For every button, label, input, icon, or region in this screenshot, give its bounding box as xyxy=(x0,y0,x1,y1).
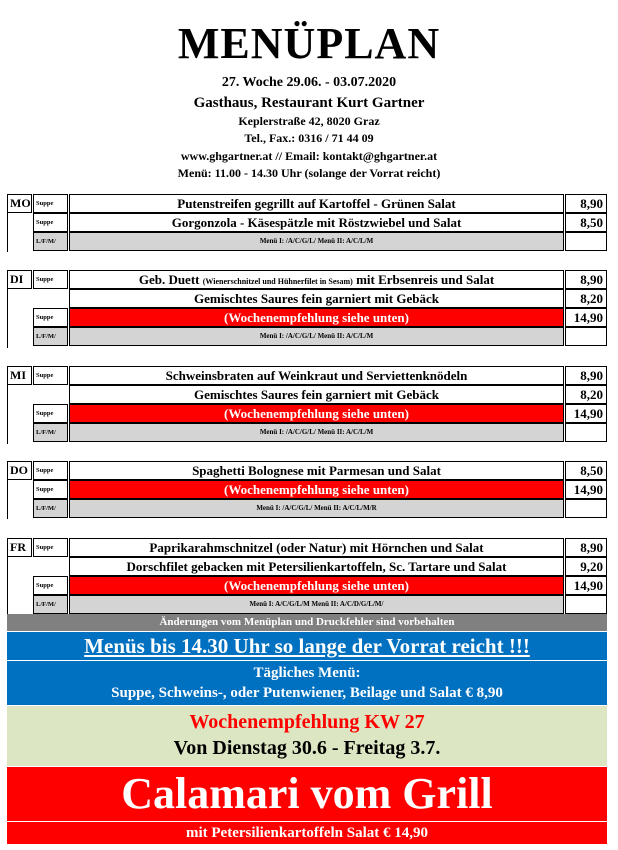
dish-price: 8,20 xyxy=(565,385,607,404)
allergen-info: Menü I: A/C/G/L/M Menü II: A/C/D/G/L/M/ xyxy=(69,595,564,614)
item-tag: Suppe xyxy=(33,461,68,480)
allergen-row xyxy=(7,423,607,442)
dish-price: 8,50 xyxy=(565,461,607,480)
menu-row xyxy=(7,270,607,289)
empty-price xyxy=(565,423,607,442)
menu-row xyxy=(7,194,607,213)
day-label: FR xyxy=(7,538,32,557)
page-title: MENÜPLAN xyxy=(177,19,441,68)
item-tag: Suppe xyxy=(33,404,68,423)
dish-price: 8,90 xyxy=(565,194,607,213)
menu-row xyxy=(7,480,607,499)
dish-price: 14,90 xyxy=(565,480,607,499)
dish-name: Paprikarahmschnitzel (oder Natur) mit Hörnchen und Salat xyxy=(69,538,564,557)
empty-price xyxy=(565,499,607,518)
web-email: www.ghgartner.at // Email: kontakt@ghgartner.at xyxy=(180,149,438,163)
dish-price: 8,90 xyxy=(565,366,607,385)
dish-name: Gemischtes Saures fein garniert mit Gebäck xyxy=(69,289,564,308)
address: Keplerstraße 42, 8020 Graz xyxy=(238,114,380,128)
dish-name: Dorschfilet gebacken mit Petersilienkartoffeln, Sc. Tartare und Salat xyxy=(69,557,564,576)
empty-price xyxy=(565,595,607,614)
allergen-row xyxy=(7,595,607,614)
dish-name: Gemischtes Saures fein garniert mit Gebäck xyxy=(69,385,564,404)
dish-price: 8,90 xyxy=(565,270,607,289)
item-tag: Suppe xyxy=(33,270,68,289)
item-tag: Suppe xyxy=(33,308,68,327)
day-block-wednesday xyxy=(7,366,607,442)
daily-menu-text: Suppe, Schweins-, oder Putenwiener, Beilage und Salat € 8,90 xyxy=(111,685,503,701)
allergen-tag: L/F/M/ xyxy=(33,232,68,251)
day-block-friday xyxy=(7,538,607,614)
allergen-row xyxy=(7,232,607,251)
day-label: DI xyxy=(7,270,32,289)
menu-row xyxy=(7,289,607,308)
item-tag: Suppe xyxy=(33,576,68,595)
item-tag: Suppe xyxy=(33,480,68,499)
dish-name: Putenstreifen gegrillt auf Kartoffel - Grünen Salat xyxy=(69,194,564,213)
allergen-tag: L/F/M/ xyxy=(33,595,68,614)
dish-price: 8,20 xyxy=(565,289,607,308)
menu-row xyxy=(7,538,607,557)
dish-price: 8,50 xyxy=(565,213,607,232)
day-label: MI xyxy=(7,366,32,385)
allergen-info: Menü I: /A/C/G/L/ Menü II: A/C/L/M xyxy=(69,232,564,251)
weekly-recommendation-dates: Von Dienstag 30.6 - Freitag 3.7. xyxy=(173,737,441,759)
menu-row xyxy=(7,366,607,385)
weekly-recommendation-title: Wochenempfehlung KW 27 xyxy=(189,711,425,733)
allergen-row xyxy=(7,499,607,518)
day-label: MO xyxy=(7,194,32,213)
dish-price: 8,90 xyxy=(565,538,607,557)
menu-row xyxy=(7,557,607,576)
day-block-monday xyxy=(7,194,607,251)
allergen-tag: L/F/M/ xyxy=(33,499,68,518)
dish-name-detail: (Wienerschnitzel und Hühnerfilet in Sesam) xyxy=(202,277,353,286)
dish-name-part: Geb. Duett xyxy=(138,272,203,287)
allergen-info: Menü I: /A/C/G/L/ Menü II: A/C/L/M/R xyxy=(69,499,564,518)
menu-row xyxy=(7,404,607,423)
dish-name: Schweinsbraten auf Weinkraut und Serviettenknödeln xyxy=(69,366,564,385)
empty-price xyxy=(565,327,607,346)
deadline-notice: Menüs bis 14.30 Uhr so lange der Vorrat reicht !!! xyxy=(7,632,607,660)
special-dish-title: Calamari vom Grill xyxy=(7,767,607,821)
item-tag: Suppe xyxy=(33,538,68,557)
daily-menu-title: Tägliches Menü: xyxy=(253,665,361,681)
menu-row xyxy=(7,308,607,327)
week-range: 27. Woche 29.06. - 03.07.2020 xyxy=(221,75,397,90)
dish-name: Spaghetti Bolognese mit Parmesan und Salat xyxy=(69,461,564,480)
allergen-tag: L/F/M/ xyxy=(33,327,68,346)
allergen-info: Menü I: /A/C/G/L/ Menü II: A/C/L/M xyxy=(69,327,564,346)
dish-price: 14,90 xyxy=(565,576,607,595)
dish-name xyxy=(69,270,564,289)
special-dish-subtitle: mit Petersilienkartoffeln Salat € 14,90 xyxy=(7,822,607,844)
daily-menu-box xyxy=(7,661,607,705)
allergen-info: Menü I: /A/C/G/L/ Menü II: A/C/L/M xyxy=(69,423,564,442)
restaurant-name: Gasthaus, Restaurant Kurt Gartner xyxy=(193,95,425,111)
empty-price xyxy=(565,232,607,251)
phone: Tel., Fax.: 0316 / 71 44 09 xyxy=(244,131,374,145)
allergen-row xyxy=(7,327,607,346)
dish-price: 14,90 xyxy=(565,404,607,423)
opening-hours: Menü: 11.00 - 14.30 Uhr (solange der Vorrat reicht) xyxy=(177,166,441,180)
menu-row xyxy=(7,461,607,480)
item-tag: Suppe xyxy=(33,213,68,232)
menu-row xyxy=(7,385,607,404)
day-label: DO xyxy=(7,461,32,480)
weekly-recommendation-note: (Wochenempfehlung siehe unten) xyxy=(69,576,564,595)
item-tag: Suppe xyxy=(33,194,68,213)
dish-name-part: mit Erbsenreis und Salat xyxy=(352,272,495,287)
menu-row xyxy=(7,576,607,595)
dish-price: 14,90 xyxy=(565,308,607,327)
weekly-recommendation-note: (Wochenempfehlung siehe unten) xyxy=(69,480,564,499)
day-block-thursday xyxy=(7,461,607,518)
changes-notice: Änderungen vom Menüplan und Druckfehler sind vorbehalten xyxy=(7,614,607,631)
item-tag: Suppe xyxy=(33,366,68,385)
weekly-recommendation-box xyxy=(7,706,607,766)
weekly-recommendation-note: (Wochenempfehlung siehe unten) xyxy=(69,404,564,423)
dish-name: Gorgonzola - Käsespätzle mit Röstzwiebel und Salat xyxy=(69,213,564,232)
day-block-tuesday xyxy=(7,270,607,346)
weekly-recommendation-note: (Wochenempfehlung siehe unten) xyxy=(69,308,564,327)
menu-row xyxy=(7,213,607,232)
dish-price: 9,20 xyxy=(565,557,607,576)
allergen-tag: L/F/M/ xyxy=(33,423,68,442)
